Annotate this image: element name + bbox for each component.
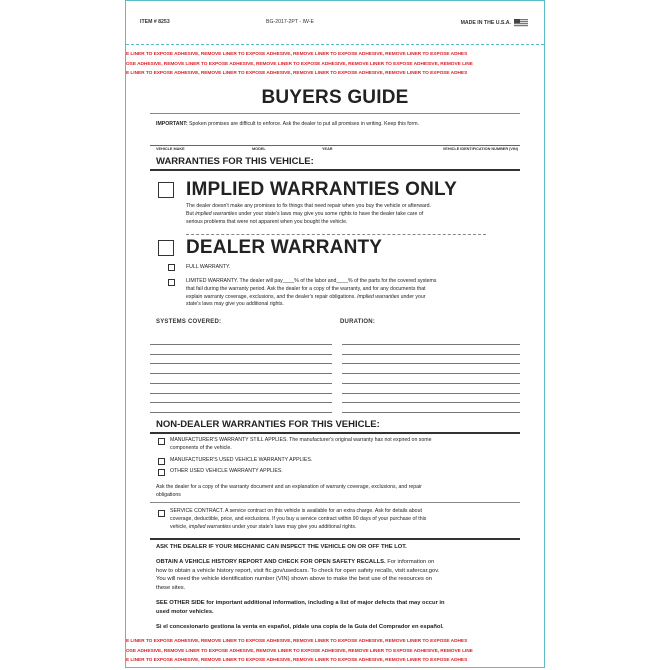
- text-line: explain warranty coverage, exclusions, and the dealer's repair obligations. Implied warranties under your: [186, 293, 426, 300]
- text-line: The dealer doesn't make any promises to fix things that need repair when you buy the vehicle or afterward.: [186, 203, 431, 209]
- dealer-warranty-checkbox[interactable]: [158, 240, 174, 256]
- blank-line[interactable]: [150, 393, 332, 394]
- perforation-line: [126, 44, 544, 45]
- blank-line[interactable]: [150, 363, 332, 364]
- text-line: SEE OTHER SIDE for important additional information, including a list of major defects that may occur in: [156, 600, 445, 606]
- text-line: MANUFACTURER'S WARRANTY STILL APPLIES. The manufacturer's original warranty has not expired on some: [170, 437, 432, 443]
- text-line: vehicle, implied warranties under your state's laws may give you additional rights.: [170, 523, 357, 530]
- text-line: LIMITED WARRANTY. The dealer will pay____% of the labor and____% of the parts for the covered systems: [186, 278, 437, 284]
- blank-line[interactable]: [342, 363, 520, 364]
- text-line: obligations: [156, 491, 181, 498]
- us-flag-icon: [514, 19, 528, 27]
- other-used-warranty-label: OTHER USED VEHICLE WARRANTY APPLIES.: [170, 468, 283, 474]
- liner-row: E LINER TO EXPOSE ADHESIVE, REMOVE LINER TO EXPOSE ADHESIVE, REMOVE LINER TO EXPOSE ADHESIVE, REMOVE LINER TO EXPOSE ADHES: [126, 52, 468, 57]
- implied-warranties-title: IMPLIED WARRANTIES ONLY: [186, 179, 457, 200]
- liner-row: E LINER TO EXPOSE ADHESIVE, REMOVE LINER TO EXPOSE ADHESIVE, REMOVE LINER TO EXPOSE ADHESIVE, REMOVE LINER TO EXPOSE ADHES: [126, 71, 468, 76]
- text-line: SERVICE CONTRACT. A service contract on this vehicle is available for an extra charge. Ask for details about: [170, 508, 422, 514]
- vehicle-history-text: [156, 558, 520, 592]
- liner-row: OSE ADHESIVE, REMOVE LINER TO EXPOSE ADHESIVE, REMOVE LINER TO EXPOSE ADHESIVE, REMOVE LINER TO EXPOSE ADHESIVE, REMOVE LINE: [126, 648, 473, 654]
- divider: [150, 502, 520, 503]
- vehicle-info-line[interactable]: [150, 145, 520, 146]
- vehicle-make-label: VEHICLE MAKE: [156, 147, 185, 151]
- duration-label: DURATION:: [340, 319, 376, 325]
- non-dealer-heading: NON-DEALER WARRANTIES FOR THIS VEHICLE:: [156, 419, 380, 430]
- implied-warranties-text: [186, 203, 431, 226]
- blank-line[interactable]: [342, 402, 520, 403]
- manufacturer-used-warranty-checkbox[interactable]: [158, 458, 165, 465]
- text-line: serious problems that were not apparent when you bought the vehicle.: [186, 218, 348, 225]
- text-line: You will need the vehicle identification number (VIN) shown above to make the best use of the resources on: [156, 576, 432, 583]
- blank-line[interactable]: [342, 383, 520, 384]
- dashed-separator: [186, 234, 486, 235]
- text-line: OBTAIN A VEHICLE HISTORY REPORT AND CHECK FOR OPEN SAFETY RECALLS. For information on: [156, 559, 435, 565]
- systems-covered-label: SYSTEMS COVERED:: [156, 319, 222, 325]
- spanish-notice: Si el concesionario gestiona la venta en español, pídale una copia de la Guía del Comprador en español.: [156, 624, 444, 630]
- service-contract-text: [170, 508, 426, 531]
- made-in-label: MADE IN THE U.S.A.: [460, 20, 511, 26]
- text-line: Ask the dealer for a copy of the warranty document and an explanation of warranty coverage, exclusions, and repair: [156, 484, 422, 490]
- text-line: these sites.: [156, 584, 186, 591]
- made-in-usa: [461, 19, 528, 27]
- blank-line[interactable]: [150, 412, 332, 413]
- mechanic-inspection-text: ASK THE DEALER IF YOUR MECHANIC CAN INSPECT THE VEHICLE ON OR OFF THE LOT.: [156, 544, 407, 550]
- full-warranty-checkbox[interactable]: [168, 264, 175, 271]
- text-line: But implied warranties under your state's laws may give you some rights to have the dealer take care of: [186, 210, 424, 217]
- divider: [150, 169, 520, 171]
- important-text: Spoken promises are difficult to enforce. Ask the dealer to put all promises in writing. Keep this form.: [187, 121, 420, 127]
- manufacturer-warranty-checkbox[interactable]: [158, 438, 165, 445]
- warranties-heading: WARRANTIES FOR THIS VEHICLE:: [156, 156, 314, 167]
- header-strip: [126, 1, 544, 45]
- text-line: coverage, deductible, price, and exclusions. If you buy a service contract within 90 days of your purchase of this: [170, 515, 427, 522]
- dealer-warranty-title: DEALER WARRANTY: [186, 237, 383, 258]
- blank-line[interactable]: [342, 373, 520, 374]
- important-notice: [156, 121, 419, 127]
- full-warranty-label: FULL WARRANTY.: [186, 264, 231, 270]
- text-line: state's laws may give you additional rights.: [186, 301, 284, 308]
- page-title: BUYERS GUIDE: [261, 87, 409, 108]
- other-used-warranty-checkbox[interactable]: [158, 469, 165, 476]
- year-label: YEAR: [322, 147, 333, 151]
- limited-warranty-checkbox[interactable]: [168, 279, 175, 286]
- manufacturer-warranty-text: [170, 437, 431, 453]
- divider: [150, 538, 520, 540]
- text-line: used motor vehicles.: [156, 608, 214, 615]
- see-other-side-text: [156, 599, 520, 616]
- buyers-guide-sheet: [125, 0, 545, 668]
- text-line: components of the vehicle.: [170, 444, 232, 451]
- blank-line[interactable]: [342, 354, 520, 355]
- item-number: ITEM # 8253: [140, 19, 170, 25]
- duration-lines[interactable]: [342, 344, 520, 414]
- blank-line[interactable]: [150, 354, 332, 355]
- blank-line[interactable]: [150, 344, 332, 345]
- service-contract-checkbox[interactable]: [158, 510, 165, 517]
- blank-line[interactable]: [342, 344, 520, 345]
- implied-warranties-checkbox[interactable]: [158, 182, 174, 198]
- blank-line[interactable]: [342, 393, 520, 394]
- divider: [150, 113, 520, 114]
- limited-warranty-text: [186, 278, 436, 309]
- blank-line[interactable]: [150, 383, 332, 384]
- blank-line[interactable]: [150, 373, 332, 374]
- systems-covered-lines[interactable]: [150, 344, 332, 414]
- important-label: IMPORTANT:: [156, 121, 188, 127]
- liner-strip-bottom[interactable]: [126, 637, 544, 666]
- liner-row: E LINER TO EXPOSE ADHESIVE, REMOVE LINER TO EXPOSE ADHESIVE, REMOVE LINER TO EXPOSE ADHESIVE, REMOVE LINER TO EXPOSE ADHES: [126, 658, 468, 663]
- vin-label: VEHICLE IDENTIFICATION NUMBER (VIN): [442, 147, 518, 151]
- ask-copy-text: [156, 484, 422, 500]
- liner-strip-top[interactable]: [126, 50, 544, 79]
- text-line: how to obtain a vehicle history report, visit ftc.gov/usedcars. To check for open safety recalls, visit safercar.gov.: [156, 567, 440, 574]
- liner-row: E LINER TO EXPOSE ADHESIVE, REMOVE LINER TO EXPOSE ADHESIVE, REMOVE LINER TO EXPOSE ADHESIVE, REMOVE LINER TO EXPOSE ADHES: [126, 639, 468, 644]
- model-label: MODEL: [252, 147, 266, 151]
- divider: [150, 432, 520, 434]
- liner-row: OSE ADHESIVE, REMOVE LINER TO EXPOSE ADHESIVE, REMOVE LINER TO EXPOSE ADHESIVE, REMOVE LINER TO EXPOSE ADHESIVE, REMOVE LINE: [126, 61, 473, 67]
- blank-line[interactable]: [150, 402, 332, 403]
- manufacturer-used-warranty-label: MANUFACTURER'S USED VEHICLE WARRANTY APPLIES.: [170, 457, 313, 463]
- text-line: that fail during the warranty period. Ask the dealer for a copy of the warranty, and for any documents that: [186, 285, 426, 292]
- blank-line[interactable]: [342, 412, 520, 413]
- form-code: BG-2017-2PT - IW-E: [266, 19, 314, 25]
